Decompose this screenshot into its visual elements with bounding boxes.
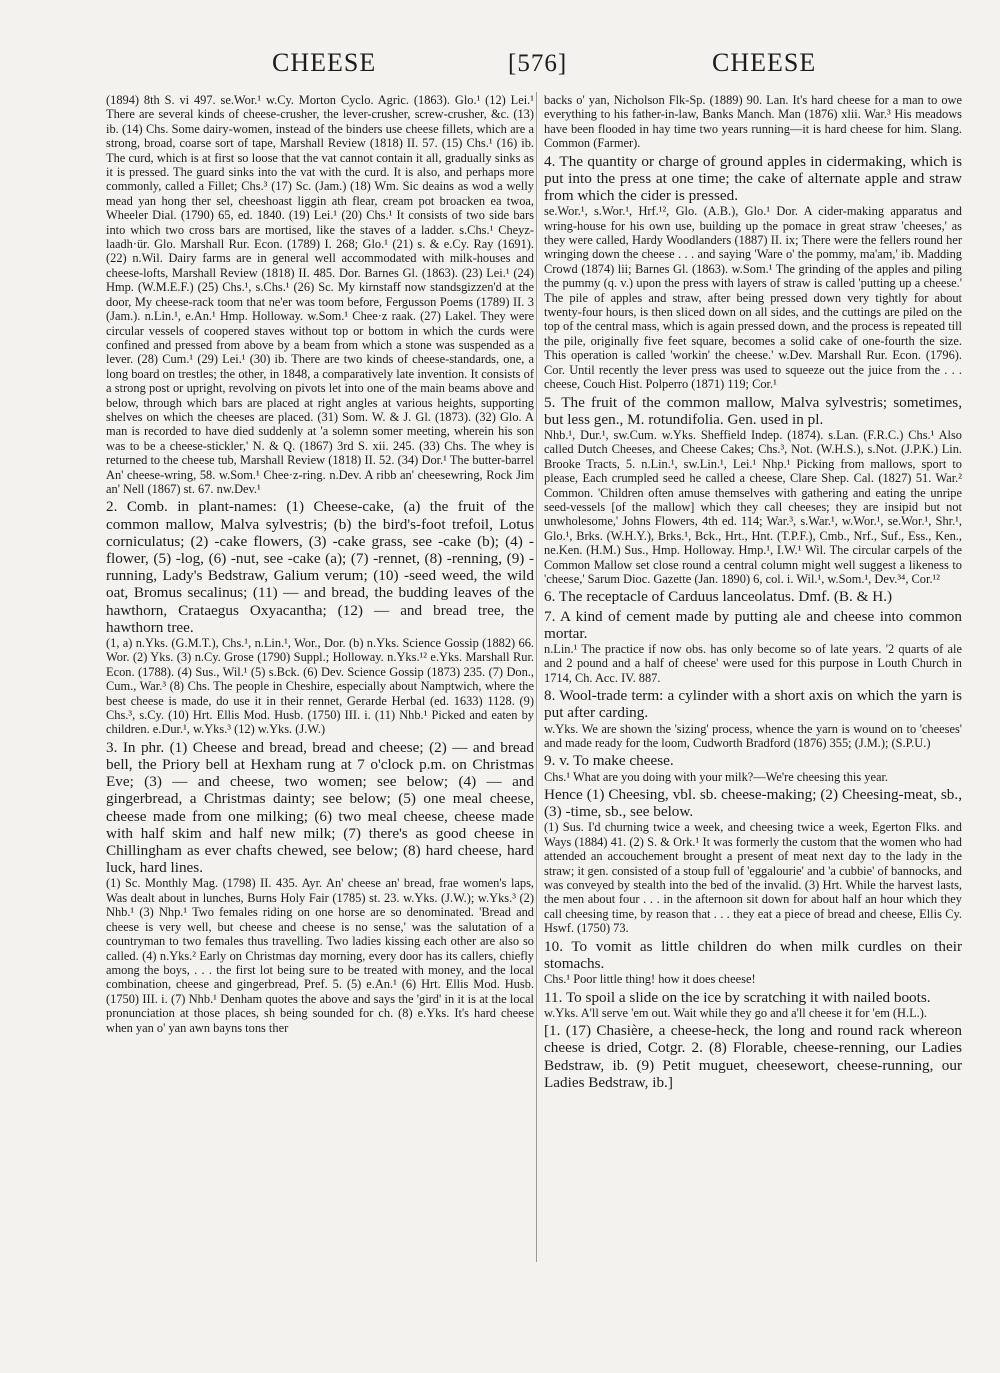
sense-5-definition: 5. The fruit of the common mallow, Malva sylvestris; sometimes, but less gen., M. rotundifolia. Gen. used in pl. (544, 393, 962, 428)
page-number: [576] (508, 50, 568, 77)
left-column (106, 93, 534, 1035)
page-header (0, 44, 1000, 84)
citation-paragraph: Chs.¹ What are you doing with your milk?—We're cheesing this year. (544, 769, 889, 784)
sense-10-definition: 10. To vomit as little children do when milk curdles on their stomachs. (544, 937, 962, 972)
sense-6-definition: 6. The receptacle of Carduus lanceolatus. Dmf. (B. & H.) (544, 588, 893, 606)
column-divider (536, 92, 537, 1262)
sense-11-definition: 11. To spoil a slide on the ice by scratching it with nailed boots. (544, 988, 931, 1006)
citation-paragraph: (1, a) n.Yks. (G.M.T.), Chs.¹, n.Lin.¹, Wor., Dor. (b) n.Yks. Science Gossip (1882) 66. Wor. (2) Yks. (3) n.Cy. Grose (1790) Suppl.; Holloway. n.Yks.¹² e.Yks. Marshall Rur. Econ. (1788). (4) Sus., Wil.¹ (5) s.Bck. (6) Dev. Science Gossip (1873) 235. (7) Don., Cum., War.³ (8) Chs. The people in Cheshire, especially about Namptwich, where the best cheese is made, do use it in their rennet, Gerarde Herbal (ed. 1633) 1128. (9) Chs.³, s.Cy. (10) Hrt. Ellis Mod. Husb. (1750) III. i. (11) Nhb.¹ Picked and eaten by children. e.Dur.¹, w.Yks.³ (12) w.Yks. (J.W.) (106, 636, 534, 737)
citation-paragraph: (1) Sc. Monthly Mag. (1798) II. 435. Ayr. An' cheese an' bread, frae women's laps, Was dealt about in lunches, Burns Holy Fair (1785) st. 23. w.Yks. (J.W.); w.Yks.³ (2) Nhb.¹ (3) Nhp.¹ Two females riding on one horse are so denominated. 'Bread and cheese is very well, but cheese and cheese is no sense,' was the salutation of a countryman to two females thus travelling. Two ladies kissing each other are also so called. (4) n.Yks.² Early on Christmas day morning, every door has its callers, chiefly among the boys, . . . the first lot being sure to be treated with money, and the local combination, cheese and gingerbread, Pref. 5. (5) e.An.¹ (6) Hrt. Ellis Mod. Husb. (1750) III. i. (7) Nhb.¹ Denham quotes the above and says the 'gird' in it is at the local pronunciation at those places, sh being sounded for ch. (8) e.Yks. It's hard cheese when yan o' yan awn bayns tons ther (106, 876, 534, 1035)
citation-paragraph: w.Yks. We are shown the 'sizing' process, whence the yarn is wound on to 'cheeses' and made ready for the loom, Cudworth Bradford (1876) 355; (J.M.); (S.P.U.) (544, 721, 962, 751)
sense-9-definition: 9. v. To make cheese. (544, 752, 674, 770)
sense-2-definition: 2. Comb. in plant-names: (1) Cheese-cake, (a) the fruit of the common mallow, Malva sylvestris; (b) the bird's-foot trefoil, Lotus corniculatus; (2) -cake flowers, (3) -cake grass, see -cake (b); (4) -flower, (5) -log, (6) -nut, see -cake (a); (7) -rennet, (8) -renning, (9) -running, Lady's Bedstraw, Galium verum; (10) -seed weed, the wild oat, Bromus secalinus; (11) — and bread, the budding leaves of the hawthorn, Crataegus Oxyacantha; (12) — and bread tree, the hawthorn tree. (106, 498, 534, 636)
etymology-note: [1. (17) Chasière, a cheese-heck, the long and round rack whereon cheese is dried, Cotgr. 2. (8) Florable, cheese-renning, our Ladies Bedstraw, ib. (9) Petit muguet, cheesewort, cheese-running, our Ladies Bedstraw, ib.] (544, 1022, 962, 1091)
running-headword-left: CHEESE (272, 48, 377, 77)
citation-paragraph: (1894) 8th S. vi 497. se.Wor.¹ w.Cy. Morton Cyclo. Agric. (1863). Glo.¹ (12) Lei.¹ There are several kinds of cheese-crusher, the lever-crusher, screw-crusher, &c. (13) ib. (14) Chs. Some dairy-women, instead of the binders use cheese fillets, which are a strong, broad, coarse sort of tape, Marshall Review (1818) II. 57. (15) Chs.¹ (16) ib. The curd, which is at first so loose that the vat cannot contain it all, gradually sinks as it is pressed. The guard sinks into the vat with the curd. It is also, and perhaps more commonly, called a Fillet; Chs.³ (17) Sc. (Jam.) (18) Wm. Sic deains as wod a welly mead yan hong ther sel, cheeshoast liggin ath flear, cream pot broacken ea twoa, Wheeler Dial. (1790) 65, ed. 1840. (19) Lei.¹ (20) Chs.¹ It consists of two side bars into which two cross bars are mortised, like the staves of a ladder. s.Chs.¹ Cheyz-laadh·ür. Glo. Marshall Rur. Econ. (1789) I. 268; Glo.¹ (21) s. & e.Cy. Ray (1691). (22) n.Wil. Dairy farms are in general well accommodated with milk-houses and cheese-lofts, Marshall Review (1818) II. 485. Dor. Barnes Gl. (1863). (23) Lei.¹ (24) Hmp. (W.M.E.F.) (25) Chs.¹, s.Chs.¹ (26) Sc. My kirnstaff now standsgizzen'd at the door, My cheese-rack toom that ne'er was toom before, Fergusson Poems (1789) II. 3 (Jam.). n.Lin.¹, e.An.¹ Hmp. Holloway. w.Som.¹ Chee·z raak. (27) Lakel. They were circular vessels of coopered staves without top or bottom in which the curds were confined and pressed from above by a beam from which a stone was suspended as a lever. (28) Cum.¹ (29) Lei.¹ (30) ib. There are two kinds of cheese-standards, one, a long board on trestles; the other, in 1848, a comparatively late invention. It consists of a strong post or upright, revolving on pivots let into one of the main beams above and below, through which bars are placed at right angles at various heights, supporting shelves on which the cheeses are placed. (31) Som. W. & J. Gl. (1873). (32) Glo. A man is recorded to have died suddenly at 'a solemn somer meeting, wherein his son was to be a cheese-stickler,' N. & Q. (1867) 3rd S. xii. 245. (33) Chs. The whey is returned to the cheese tub, Marshall Review (1818) II. 52. (34) Dor.¹ The butter-barrel An' cheese-wring, 58. w.Som.¹ Chee·z-ring. n.Dev. A ribb an' cheesewring, Rock Jim an' Nell (1867) st. 67. nw.Dev.¹ (106, 93, 534, 496)
citation-paragraph: (1) Sus. I'd churning twice a week, and cheesing twice a week, Egerton Flks. and Ways (1884) 41. (2) S. & Ork.¹ It was formerly the custom that the women who had attended an accouchement brought a present of meat next day to the lady in the straw; it gen. consisted of a stoup full of 'eggalourie' and 'a cubbie' of bannocks, and was conveyed by stealth into the bed of the invalid. (3) Hrt. While the harvest lasts, the men about four . . . in the afternoon sit down for about half an hour which they call cheesing time, by reason that . . . they eat a piece of bread and cheese, Ellis Cy. Hswf. (1750) 73. (544, 820, 962, 936)
citation-paragraph: n.Lin.¹ The practice if now obs. has only become so of late years. '2 quarts of ale and 2 pound and a half of cheese' were used for this purpose in Louth Church in 1714, Ch. Acc. IV. 887. (544, 642, 962, 685)
sense-3-definition: 3. In phr. (1) Cheese and bread, bread and cheese; (2) — and bread bell, the Priory bell at Hexham rung at 7 o'clock p.m. on Christmas Eve; (3) — and cheese, two women; see below; (4) — and gingerbread, a Christmas dainty; see below; (5) one meal cheese, cheese made from one milking; (6) two meal cheese, cheese made with half skim and half new milk; (7) there's as good cheese in Chillingham as ever chafts chewed, see below; (8) hard cheese, hard luck, hard lines. (106, 738, 534, 877)
derivatives-definition: Hence (1) Cheesing, vbl. sb. cheese-making; (2) Cheesing-meat, sb., (3) -time, sb., see below. (544, 786, 962, 821)
citation-paragraph: backs o' yan, Nicholson Flk-Sp. (1889) 90. Lan. It's hard cheese for a man to owe everything to his father-in-law, Banks Manch. Man (1876) xlii. War.³ His meadows have been flooded in hay time two years running—it is hard cheese for him. Slang. Common (Farmer). (544, 93, 962, 151)
citation-paragraph: Chs.¹ Poor little thing! how it does cheese! (544, 972, 756, 987)
sense-8-definition: 8. Wool-trade term: a cylinder with a short axis on which the yarn is put after carding. (544, 687, 962, 722)
citation-paragraph: se.Wor.¹, s.Wor.¹, Hrf.¹², Glo. (A.B.), Glo.¹ Dor. A cider-making apparatus and wring-house for his own use, building up the pomace in great straw 'cheeses,' as they were called, Hardy Woodlanders (1887) II. ix; There were the fellers round her wringing down the cheese . . . and saying 'Ware o' the pommy, ma'am,' ib. Madding Crowd (1874) lii; Barnes Gl. (1863). w.Som.¹ The grinding of the apples and piling the pummy (q. v.) upon the press with layers of straw is called 'putting up a cheese.' The pile of apples and straw, after being pressed down very tightly for about twenty-four hours, is then sliced down on all sides, and the cuttings are piled on the top of the central mass, which is again pressed down, and the process is repeated till the pile, originally five feet square, becomes a solid cake of one-fourth the size. This operation is called 'workin' the cheese.' w.Dev. Marshall Rur. Econ. (1796). Cor. Until recently the lever press was used to squeeze out the juice from the . . . cheese, Couch Hist. Polperro (1871) 119; Cor.¹ (544, 204, 962, 392)
citation-paragraph: w.Yks. A'll serve 'em out. Wait while they go and a'll cheese it for 'em (H.L.). (544, 1005, 927, 1020)
running-headword-right: CHEESE (712, 48, 817, 77)
sense-7-definition: 7. A kind of cement made by putting ale and cheese into common mortar. (544, 607, 962, 642)
right-column (544, 93, 962, 1091)
sense-4-definition: 4. The quantity or charge of ground apples in cidermaking, which is put into the press at one time; the cake of alternate apple and straw from which the cider is pressed. (544, 152, 962, 205)
citation-paragraph: Nhb.¹, Dur.¹, sw.Cum. w.Yks. Sheffield Indep. (1874). s.Lan. (F.R.C.) Chs.¹ Also called Dutch Cheeses, and Cheese Cakes; Chs.³, Not. (W.H.S.), s.Not. (J.P.K.) Lin. Brooke Tracts, 5. n.Lin.¹, sw.Lin.¹, Lei.¹ Nhp.¹ Picking from mallows, sport to please, Each crumpled seed he called a cheese, Clare Shep. Cal. (1827) 51. War.² Common. 'Children often amuse themselves with gathering and eating the unripe seed-vessels [of the mallow] which they call cheeses; they are insipid but not unwholesome,' Johns Flowers, 4th ed. 114; War.³, s.War.¹, w.Wor.¹, se.Wor.¹, Shr.¹, Glo.¹, Brks. (W.H.Y.), Brks.¹, Bck., Hrt., Hnt. (T.P.F.), Cmb., Nrf., Suf., Ess., Ken., ne.Ken. (H.M.) Sus., Hmp. Holloway. Hmp.¹, I.W.¹ Wil. The circular carpels of the Common Mallow set close round a central column might well suggest a likeness to 'cheese,' Sarum Dioc. Gazette (Jan. 1890) 6, col. i. Wil.¹, w.Som.¹, Dev.³⁴, Cor.¹² (544, 427, 962, 586)
